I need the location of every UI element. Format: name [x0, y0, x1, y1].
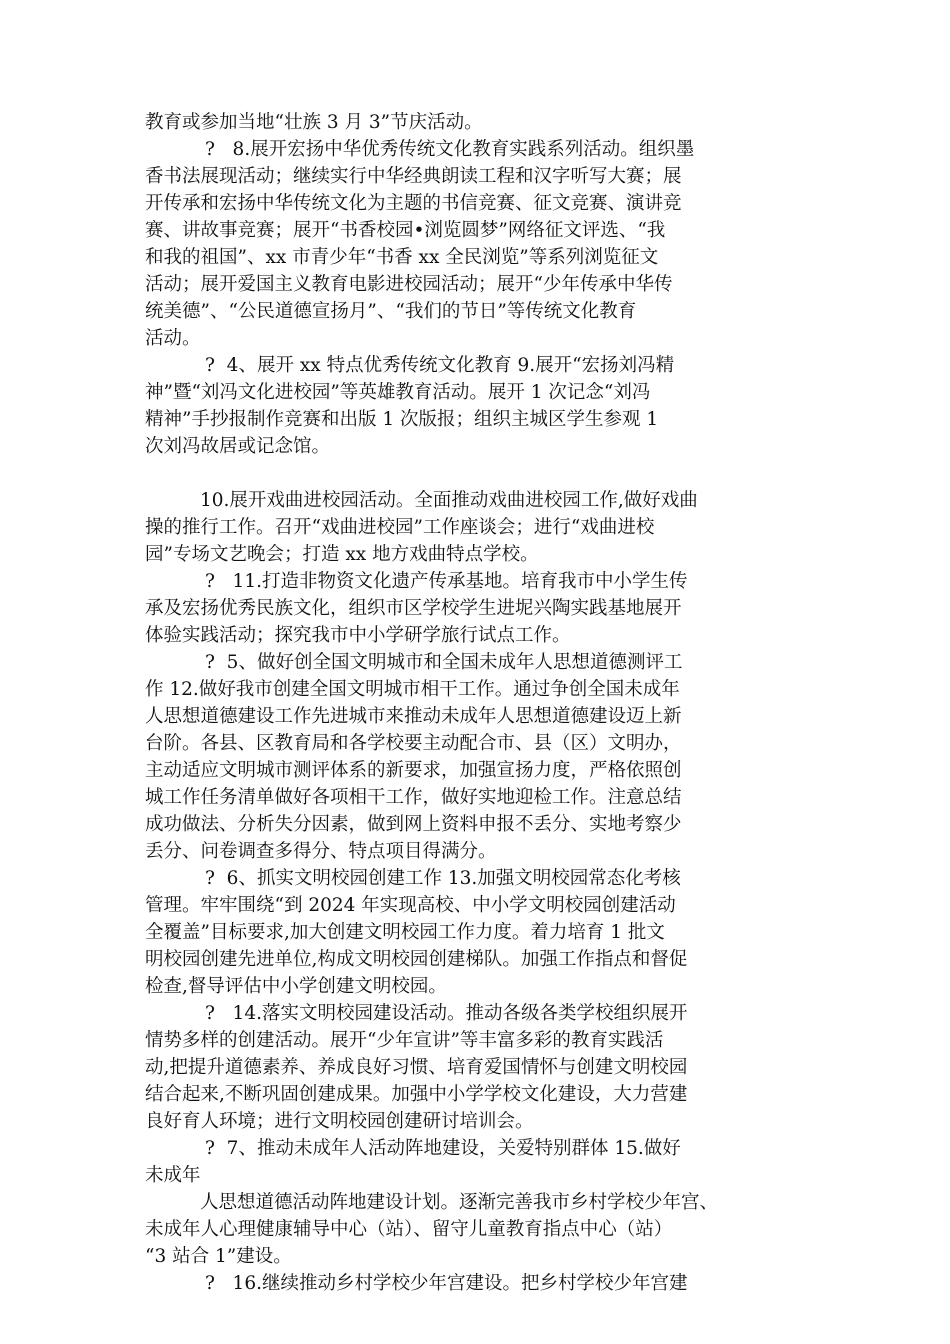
text-line: 统美德”、“公民道德宣扬月”、“我们的节日”等传统文化教育 — [145, 301, 637, 322]
text-line: 动,把提升道德素养、养成良好习惯、培育爱国情怀与创建文明校园 — [145, 1057, 688, 1078]
text-line: ? 14.落实文明校园建设活动。推动各级各类学校组织展开 — [205, 1003, 688, 1024]
text-line: 结合起来,不断巩固创建成果。加强中小学学校文化建设，大力营建 — [145, 1084, 688, 1105]
text-line: 和我的祖国”、xx 市青少年“书香 xx 全民浏览”等系列浏览征文 — [145, 247, 659, 268]
text-line: 体验实践活动；探究我市中小学研学旅行试点工作。 — [145, 625, 571, 646]
text-line: 香书法展现活动；继续实行中华经典朗读工程和汉字听写大赛；展 — [145, 166, 682, 187]
text-line: 10.展开戏曲进校园活动。全面推动戏曲进校园工作,做好戏曲 — [200, 490, 698, 511]
text-line: 台阶。各县、区教育局和各学校要主动配合市、县（区）文明办， — [145, 733, 682, 754]
text-line: “3 站合 1”建设。 — [145, 1246, 292, 1267]
text-line: ? 7、推动未成年人活动阵地建设，关爱特别群体 15.做好 — [205, 1138, 681, 1159]
text-line: 良好育人环境；进行文明校园创建研讨培训会。 — [145, 1111, 534, 1132]
text-line: 检查,督导评估中小学创建文明校园。 — [145, 976, 447, 997]
text-line: 赛、讲故事竞赛；展开“书香校园•浏览圆梦”网络征文评选、“我 — [145, 220, 666, 241]
text-line: 明校园创建先进单位,构成文明校园创建梯队。加强工作指点和督促 — [145, 949, 688, 970]
text-line: 成功做法、分析失分因素，做到网上资料申报不丢分、实地考察少 — [145, 814, 682, 835]
text-line: 全覆盖”目标要求,加大创建文明校园工作力度。着力培育 1 批文 — [145, 922, 665, 943]
text-line: 未成年人心理健康辅导中心（站）、留守儿童教育指点中心（站） — [145, 1219, 673, 1240]
text-line: 人思想道德活动阵地建设计划。逐渐完善我市乡村学校少年宫、 — [200, 1192, 719, 1213]
text-line: 人思想道德建设工作先进城市来推动未成年人思想道德建设迈上新 — [145, 706, 682, 727]
text-line: 情势多样的创建活动。展开“少年宣讲”等丰富多彩的教育实践活 — [145, 1030, 664, 1051]
text-line: ? 5、做好创全国文明城市和全国未成年人思想道德测评工 — [205, 652, 683, 673]
text-line: 次刘冯故居或记念馆。 — [145, 436, 331, 457]
text-line: ? 6、抓实文明校园创建工作 13.加强文明校园常态化考核 — [205, 868, 681, 889]
text-line: 城工作任务清单做好各项相干工作，做好实地迎检工作。注意总结 — [145, 787, 682, 808]
text-line: 活动；展开爱国主义教育电影进校园活动；展开“少年传承中华传 — [145, 274, 673, 295]
text-line: 开传承和宏扬中华传统文化为主题的书信竞赛、征文竞赛、演讲竞 — [145, 193, 682, 214]
text-line: 操的推行工作。召开“戏曲进校园”工作座谈会；进行“戏曲进校 — [145, 517, 655, 538]
text-line: 丢分、问卷调查多得分、特点项目得满分。 — [145, 841, 497, 862]
text-line: 神”暨“刘冯文化进校园”等英雄教育活动。展开 1 次记念“刘冯 — [145, 382, 651, 403]
text-line: ? 8.展开宏扬中华优秀传统文化教育实践系列活动。组织墨 — [205, 139, 695, 160]
text-line: ? 11.打造非物资文化遗产传承基地。培育我市中小学生传 — [205, 571, 688, 592]
text-line: ? 4、展开 xx 特点优秀传统文化教育 9.展开“宏扬刘冯精 — [205, 355, 675, 376]
text-line: 园”专场文艺晚会；打造 xx 地方戏曲特点学校。 — [145, 544, 539, 565]
text-line: 教育或参加当地“壮族 3 月 3”节庆活动。 — [145, 112, 483, 133]
text-line: 承及宏扬优秀民族文化，组织市区学校学生进坭兴陶实践基地展开 — [145, 598, 682, 619]
text-line: ? 16.继续推动乡村学校少年宫建设。把乡村学校少年宫建 — [205, 1273, 688, 1294]
text-line: 活动。 — [145, 328, 201, 349]
text-line: 管理。牢牢围绕“到 2024 年实现高校、中小学文明校园创建活动 — [145, 895, 676, 916]
text-line: 作 12.做好我市创建全国文明城市相干工作。通过争创全国未成年 — [145, 679, 680, 700]
text-line: 未成年 — [145, 1165, 201, 1186]
text-line: 主动适应文明城市测评体系的新要求，加强宣扬力度，严格依照创 — [145, 760, 682, 781]
text-line: 精神”手抄报制作竞赛和出版 1 次版报；组织主城区学生参观 1 — [145, 409, 659, 430]
